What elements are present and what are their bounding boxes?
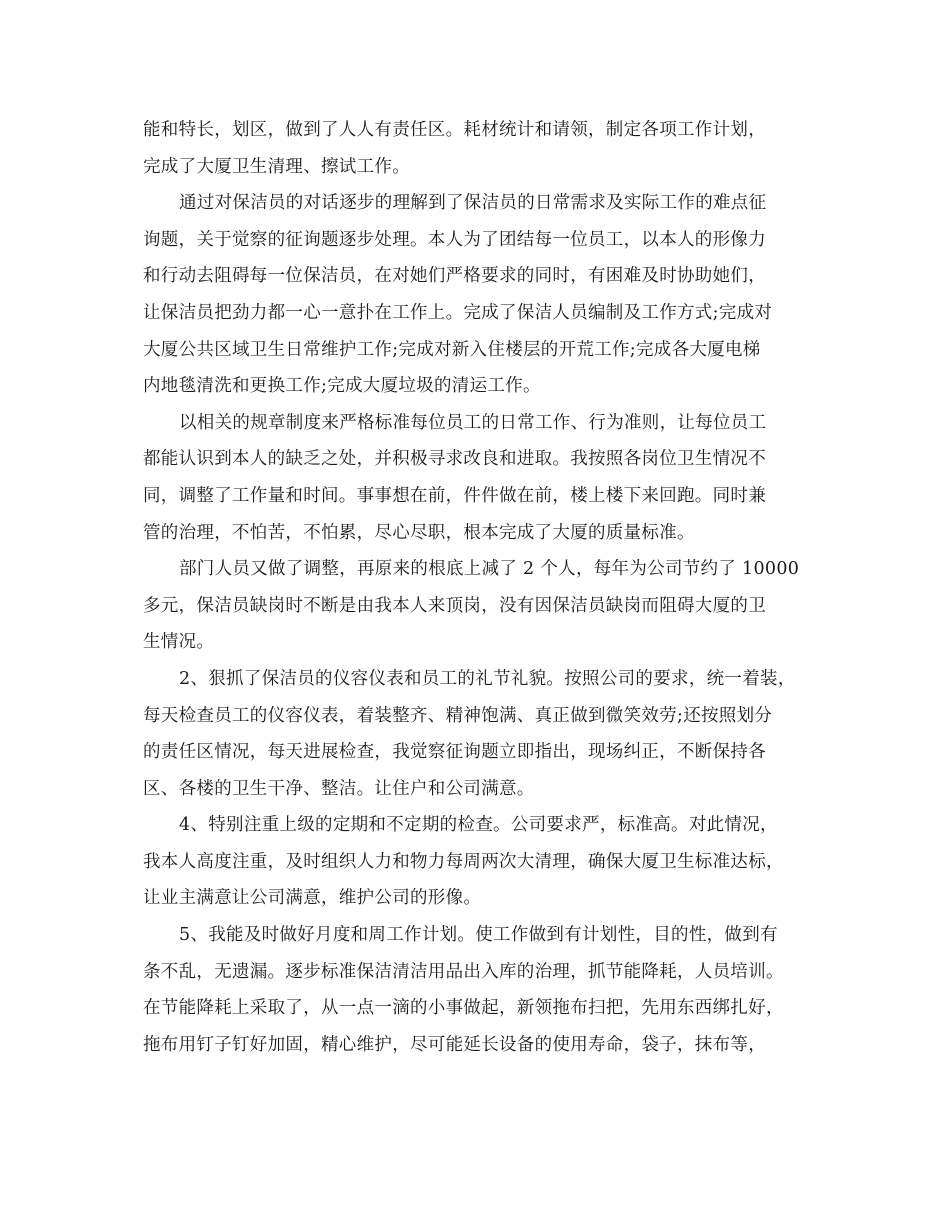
text-line: 让业主满意让公司满意，维护公司的形像。 — [143, 888, 482, 909]
text-line: 完成了大厦卫生清理、擦试工作。 — [143, 156, 410, 177]
text-line: 在节能降耗上采取了，从一点一滴的小事做起，新领拖布扫把，先用东西绑扎好， — [143, 998, 784, 1019]
text-line: 让保洁员把劲力都一心一意扑在工作上。完成了保洁人员编制及工作方式;完成对 — [143, 302, 773, 323]
text-line: 能和特长，划区，做到了人人有责任区。耗材统计和请领，制定各项工作计划， — [143, 120, 766, 140]
text-line: 生情况。 — [143, 632, 215, 653]
text-line: 和行动去阻碍每一位保洁员，在对她们严格要求的同时，有困难及时协助她们， — [143, 266, 766, 287]
text-line: 部门人员又做了调整，再原来的根底上减了 2 个人，每年为公司节约了 10000 — [179, 559, 800, 580]
text-line: 区、各楼的卫生干净、整洁。让住户和公司满意。 — [143, 778, 535, 799]
text-line: 都能认识到本人的缺乏之处，并积极寻求改良和进取。我按照各岗位卫生情况不 — [143, 449, 766, 470]
text-line: 条不乱，无遗漏。逐步标准保洁清洁用品出入库的治理，抓节能降耗，人员培训。 — [143, 961, 784, 982]
text-line: 2、狠抓了保洁员的仪容仪表和员工的礼节礼貌。按照公司的要求，统一着装， — [179, 668, 796, 689]
text-line: 多元，保洁员缺岗时不断是由我本人来顶岗，没有因保洁员缺岗而阻碍大厦的卫 — [143, 595, 766, 616]
text-line: 通过对保洁员的对话逐步的理解到了保洁员的日常需求及实际工作的难点征 — [179, 193, 767, 214]
document-body-text — [143, 112, 813, 1063]
text-line: 拖布用钉子钉好加固，精心维护，尽可能延长设备的使用寿命，袋子，抹布等， — [143, 1034, 766, 1055]
text-line: 我本人高度注重，及时组织人力和物力每周两次大清理，确保大厦卫生标准达标， — [143, 851, 784, 872]
text-line: 5、我能及时做好月度和周工作计划。使工作做到有计划性，目的性，做到有 — [179, 925, 778, 946]
text-line: 4、特别注重上级的定期和不定期的检查。公司要求严，标准高。对此情况， — [179, 815, 778, 836]
text-line: 大厦公共区域卫生日常维护工作;完成对新入住楼层的开荒工作;完成各大厦电梯 — [143, 339, 761, 360]
text-line: 内地毯清洗和更换工作;完成大厦垃圾的清运工作。 — [143, 376, 541, 397]
text-line: 每天检查员工的仪容仪表，着装整齐、精神饱满、真正做到微笑效劳;还按照划分 — [143, 705, 773, 726]
text-line: 的责任区情况，每天进展检查，我觉察征询题立即指出，现场纠正，不断保持各 — [143, 742, 766, 763]
text-line: 以相关的规章制度来严格标准每位员工的日常工作、行为准则，让每位员工 — [179, 412, 767, 433]
text-line: 管的治理，不怕苦，不怕累，尽心尽职，根本完成了大厦的质量标准。 — [143, 522, 695, 543]
text-line: 询题，关于觉察的征询题逐步处理。本人为了团结每一位员工，以本人的形像力 — [143, 229, 766, 250]
text-line: 同，调整了工作量和时间。事事想在前，件件做在前，楼上楼下来回跑。同时兼 — [143, 485, 766, 506]
